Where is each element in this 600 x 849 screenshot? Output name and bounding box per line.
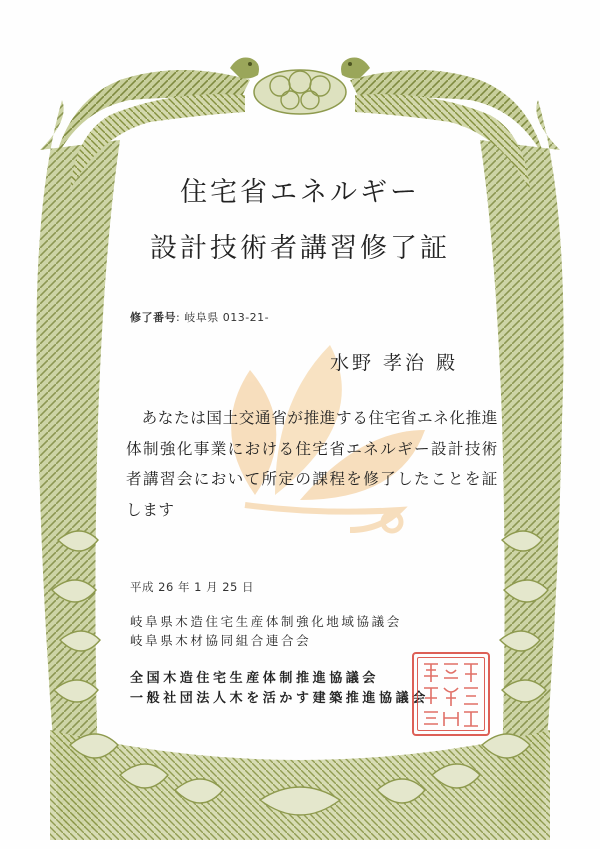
certificate-body-text: あなたは国土交通省が推進する住宅省エネ化推進体制強化事業における住宅省エネルギー設計技術者講習会において所定の課程を修了したことを証します <box>126 409 498 519</box>
recipient-name: 水野 孝治 殿 <box>330 352 459 374</box>
official-seal-stamp <box>412 652 490 736</box>
seal-glyph-marks <box>414 654 488 734</box>
issuer-org-2: 岐阜県木材協同組合連合会 <box>130 633 312 648</box>
certificate-number-label: 修了番号 <box>130 311 176 324</box>
certificate-title-line1: 住宅省エネルギー <box>180 177 420 208</box>
issuer-org-1: 岐阜県木造住宅生産体制強化地域協議会 <box>130 614 402 629</box>
issue-date: 平成 26 年 1 月 25 日 <box>130 580 255 594</box>
certificate-number <box>130 309 269 325</box>
certificate-number-value: : 岐阜県 013-21- <box>176 311 270 324</box>
issuer-org-4: 一般社団法人木を活かす建築推進協議会 <box>130 691 429 706</box>
certificate-title-line2: 設計技術者講習修了証 <box>150 233 450 264</box>
issuer-org-3: 全国木造住宅生産体制推進協議会 <box>130 671 380 686</box>
